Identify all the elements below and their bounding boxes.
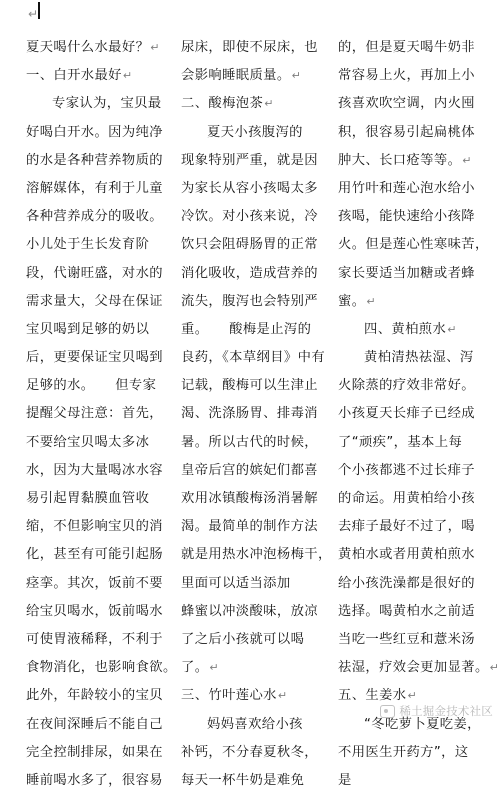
- line-text: 个小孩都逃不过长痱子: [338, 462, 475, 478]
- text-line[interactable]: [181, 513, 324, 541]
- paragraph-mark-icon: ↵: [277, 689, 288, 703]
- line-text: 黄柏水或者用黄柏煎水: [338, 547, 475, 563]
- text-line[interactable]: [338, 344, 481, 372]
- text-line[interactable]: [338, 119, 481, 147]
- line-text: 痉挛。其次，饭前不要: [26, 575, 163, 591]
- line-text: 暑。所以古代的时候，: [181, 434, 318, 450]
- paragraph-mark-icon: ↵: [291, 69, 302, 83]
- line-text: 会影响睡眠质量。: [181, 68, 291, 84]
- text-line[interactable]: [26, 541, 169, 569]
- text-line[interactable]: [338, 654, 499, 682]
- text-line[interactable]: [26, 570, 169, 598]
- line-text: 给小孩洗澡都是很好的: [338, 575, 475, 591]
- text-line[interactable]: [26, 682, 169, 710]
- line-text: 食物消化，也影响食欲。: [26, 660, 177, 676]
- text-line[interactable]: [338, 62, 481, 90]
- text-line[interactable]: [181, 34, 324, 62]
- line-text: 渴、洗涤肠胃、排毒消: [181, 406, 318, 422]
- text-line[interactable]: [181, 260, 324, 288]
- paragraph-mark-icon: ↵: [264, 97, 274, 111]
- text-line[interactable]: [181, 203, 324, 231]
- line-text: 欢用冰镇酸梅汤消暑解: [181, 491, 318, 506]
- text-line[interactable]: [338, 570, 481, 598]
- text-line[interactable]: [338, 34, 481, 62]
- text-line[interactable]: [26, 147, 169, 175]
- line-text: 缩，不但影响宝贝的消: [26, 519, 163, 535]
- text-line[interactable]: [26, 598, 169, 626]
- text-line[interactable]: [26, 62, 169, 90]
- text-cursor: [38, 2, 40, 19]
- line-text: 三、竹叶莲心水: [181, 688, 277, 704]
- text-line[interactable]: [26, 260, 169, 288]
- line-text: 常容易上火，再加上小: [338, 68, 475, 84]
- text-line[interactable]: [181, 570, 324, 598]
- line-text: 五、生姜水: [338, 688, 407, 704]
- line-text: 家长要适当加糖或者蜂: [338, 265, 475, 281]
- line-text: 易引起胃黏膜血管收: [26, 491, 150, 506]
- text-line[interactable]: [26, 485, 169, 513]
- line-text: 火除蒸的疗效非常好。: [338, 378, 475, 394]
- text-line[interactable]: [181, 485, 324, 513]
- line-text: 一、白开水最好: [26, 68, 122, 84]
- text-line[interactable]: [338, 739, 481, 767]
- line-text: 为家长从容小孩喝太多: [181, 180, 318, 196]
- line-text: 各种营养成分的吸收。: [26, 209, 163, 225]
- line-text: 提醒父母注意：首先，: [26, 406, 163, 422]
- text-line[interactable]: [338, 541, 481, 569]
- line-text: 小儿处于生长发育阶: [26, 237, 150, 253]
- paragraph-mark-icon: ↵: [462, 153, 472, 167]
- line-text: 溶解媒体，有利于儿童: [26, 180, 163, 196]
- line-text: 蜂蜜以冲淡酸味，放凉: [181, 603, 318, 619]
- text-line[interactable]: [338, 90, 481, 118]
- text-line[interactable]: [26, 767, 169, 795]
- paragraph-mark-icon: ↵: [489, 661, 499, 675]
- line-text: 里面可以适当添加: [181, 575, 291, 591]
- juejin-logo-icon: [380, 705, 395, 718]
- text-line[interactable]: [181, 654, 324, 682]
- line-text: 了。: [181, 660, 209, 676]
- text-line[interactable]: [26, 626, 169, 654]
- text-line[interactable]: [181, 231, 324, 259]
- line-text: 尿床，即使不尿床，也: [181, 40, 318, 55]
- text-line[interactable]: [338, 513, 481, 541]
- line-text: 此外，年龄较小的宝贝: [26, 688, 163, 704]
- line-text: 肿大、长口疮等等。: [338, 152, 462, 168]
- text-line[interactable]: [26, 457, 169, 485]
- line-text: 专家认为，宝贝最: [52, 96, 162, 112]
- text-line[interactable]: [338, 260, 481, 288]
- line-text: “冬吃萝卜夏吃姜，: [364, 716, 481, 732]
- text-line[interactable]: [26, 288, 169, 316]
- line-text: 补钙，不分春夏秋冬，: [181, 744, 318, 760]
- line-text: 给宝贝喝水，饭前喝水: [26, 603, 163, 619]
- line-text: 选择。喝黄柏水之前适: [338, 603, 475, 619]
- line-text: 完全控制排尿，如果在: [26, 744, 163, 760]
- line-text: 了“顽疾”，基本上每: [338, 434, 463, 450]
- text-line[interactable]: [181, 429, 324, 457]
- text-line[interactable]: [338, 429, 481, 457]
- line-text: 不用医生开药方”，这: [338, 744, 469, 760]
- line-text: 当吃一些红豆和薏米汤: [338, 631, 475, 647]
- line-text: 记载，酸梅可以生津止: [181, 378, 318, 394]
- text-line[interactable]: [26, 372, 169, 400]
- line-text: 四、黄柏煎水: [364, 321, 447, 337]
- text-line[interactable]: [338, 457, 481, 485]
- line-text: 后，更要保证宝贝喝到: [26, 350, 163, 366]
- text-line[interactable]: [181, 626, 324, 654]
- line-text: 消化吸收，造成营养的: [181, 265, 318, 281]
- paragraph-mark-icon: ↵: [209, 661, 220, 675]
- text-line[interactable]: [26, 231, 169, 259]
- line-text: 火。但是莲心性寒味苦，: [338, 237, 489, 253]
- line-text: 足够的水。 但专家: [26, 378, 157, 394]
- text-line[interactable]: [181, 90, 324, 118]
- text-line[interactable]: [26, 711, 169, 739]
- text-line[interactable]: [338, 598, 481, 626]
- line-text: 重。 酸梅是止泻的: [181, 321, 312, 337]
- text-line[interactable]: [181, 119, 324, 147]
- line-text: 夏天喝什么水最好？: [26, 40, 150, 55]
- watermark: [380, 703, 493, 719]
- text-line[interactable]: [26, 203, 169, 231]
- line-text: 孩喝，能快速给小孩降: [338, 209, 475, 225]
- text-line[interactable]: [338, 626, 481, 654]
- line-text: 冷饮。对小孩来说，冷: [181, 209, 318, 225]
- text-line[interactable]: [181, 372, 324, 400]
- line-text: 了之后小孩就可以喝: [181, 631, 305, 647]
- text-line[interactable]: [181, 711, 324, 739]
- text-line[interactable]: [338, 372, 481, 400]
- text-line[interactable]: [26, 654, 177, 682]
- line-text: 水，因为大量喝冰水容: [26, 462, 163, 478]
- text-line[interactable]: [181, 767, 324, 795]
- line-text: 夏天小孩腹泻的: [207, 124, 303, 140]
- text-line[interactable]: [26, 316, 169, 344]
- text-line[interactable]: [26, 90, 169, 118]
- text-column-1[interactable]: [26, 34, 177, 795]
- text-line[interactable]: [181, 541, 332, 569]
- line-text: 皇帝后宫的嫔妃们都喜: [181, 462, 318, 478]
- text-line[interactable]: [181, 457, 324, 485]
- text-line[interactable]: [26, 513, 169, 541]
- return-mark: ↵: [28, 7, 39, 21]
- text-line[interactable]: [26, 34, 169, 62]
- text-line[interactable]: [181, 598, 324, 626]
- line-text: 好喝白开水。因为纯净: [26, 124, 163, 140]
- text-line[interactable]: [26, 400, 169, 428]
- line-text: 良药，《本草纲目》中有: [181, 350, 326, 366]
- line-text: 祛湿，疗效会更加显著。: [338, 660, 489, 676]
- text-line[interactable]: [181, 400, 324, 428]
- text-line[interactable]: [338, 147, 481, 175]
- text-line[interactable]: [181, 682, 324, 710]
- line-text: 在夜间深睡后不能自己: [26, 716, 163, 732]
- text-line[interactable]: [338, 485, 481, 513]
- line-text: 妈妈喜欢给小孩: [207, 716, 303, 732]
- line-text: 二、酸梅泡茶: [181, 96, 264, 112]
- line-text: 黄柏清热祛湿、泻: [364, 350, 474, 366]
- text-line[interactable]: [181, 739, 324, 767]
- text-column-2[interactable]: [181, 34, 332, 795]
- line-text: 需求量大，父母在保证: [26, 293, 163, 309]
- text-line[interactable]: [338, 767, 481, 795]
- line-text: 渴。最简单的制作方法: [181, 519, 318, 535]
- text-line[interactable]: [338, 175, 481, 203]
- line-text: 积，很容易引起扁桃体: [338, 124, 475, 140]
- text-line[interactable]: [26, 739, 169, 767]
- line-text: 可使胃液稀释，不利于: [26, 631, 163, 647]
- text-column-3[interactable]: [338, 34, 499, 795]
- line-text: 去痱子最好不过了，喝: [338, 519, 475, 535]
- line-text: 小孩夏天长痱子已经成: [338, 406, 475, 422]
- line-text: 用竹叶和莲心泡水给小: [338, 180, 475, 196]
- paragraph-mark-icon: ↵: [447, 322, 457, 336]
- line-text: 睡前喝水多了，很容易: [26, 772, 163, 788]
- line-text: 的命运。用黄柏给小孩: [338, 491, 475, 506]
- text-line[interactable]: [26, 429, 169, 457]
- line-text: 蜜。: [338, 293, 366, 309]
- text-line[interactable]: [26, 175, 169, 203]
- line-text: 是: [338, 772, 352, 788]
- text-line[interactable]: [181, 316, 324, 344]
- text-line[interactable]: [338, 288, 481, 316]
- text-line[interactable]: [181, 288, 324, 316]
- text-line[interactable]: [181, 344, 324, 372]
- paragraph-mark-icon: ↵: [366, 294, 377, 308]
- text-line[interactable]: [26, 119, 169, 147]
- text-line[interactable]: [338, 316, 481, 344]
- line-text: 化，甚至有可能引起肠: [26, 547, 163, 563]
- paragraph-mark-icon: ↵: [150, 41, 160, 54]
- text-line[interactable]: [338, 400, 481, 428]
- line-text: 段，代谢旺盛，对水的: [26, 265, 163, 281]
- text-line[interactable]: [338, 231, 489, 259]
- line-text: 流失，腹泻也会特别严: [181, 293, 318, 309]
- line-text: 饮只会阻碍肠胃的正常: [181, 237, 318, 253]
- line-text: 不要给宝贝喝太多冰: [26, 434, 150, 450]
- text-line[interactable]: [181, 147, 324, 175]
- text-line[interactable]: [26, 344, 169, 372]
- line-text: 就是用热水冲泡杨梅干，: [181, 547, 332, 563]
- text-line[interactable]: [181, 62, 324, 90]
- paragraph-mark-icon: ↵: [122, 69, 133, 83]
- text-line[interactable]: [338, 203, 481, 231]
- line-text: 现象特别严重，就是因: [181, 152, 318, 168]
- line-text: 的水是各种营养物质的: [26, 152, 163, 168]
- watermark-text: 稀土掘金技术社区: [399, 704, 493, 718]
- line-text: 孩喜欢吹空调，内火囤: [338, 96, 475, 112]
- text-line[interactable]: [181, 175, 324, 203]
- paragraph-mark-icon: ↵: [407, 689, 418, 703]
- line-text: 宝贝喝到足够的奶以: [26, 321, 150, 337]
- line-text: 的，但是夏天喝牛奶非: [338, 40, 475, 55]
- line-text: 每天一杯牛奶是难免: [181, 772, 305, 788]
